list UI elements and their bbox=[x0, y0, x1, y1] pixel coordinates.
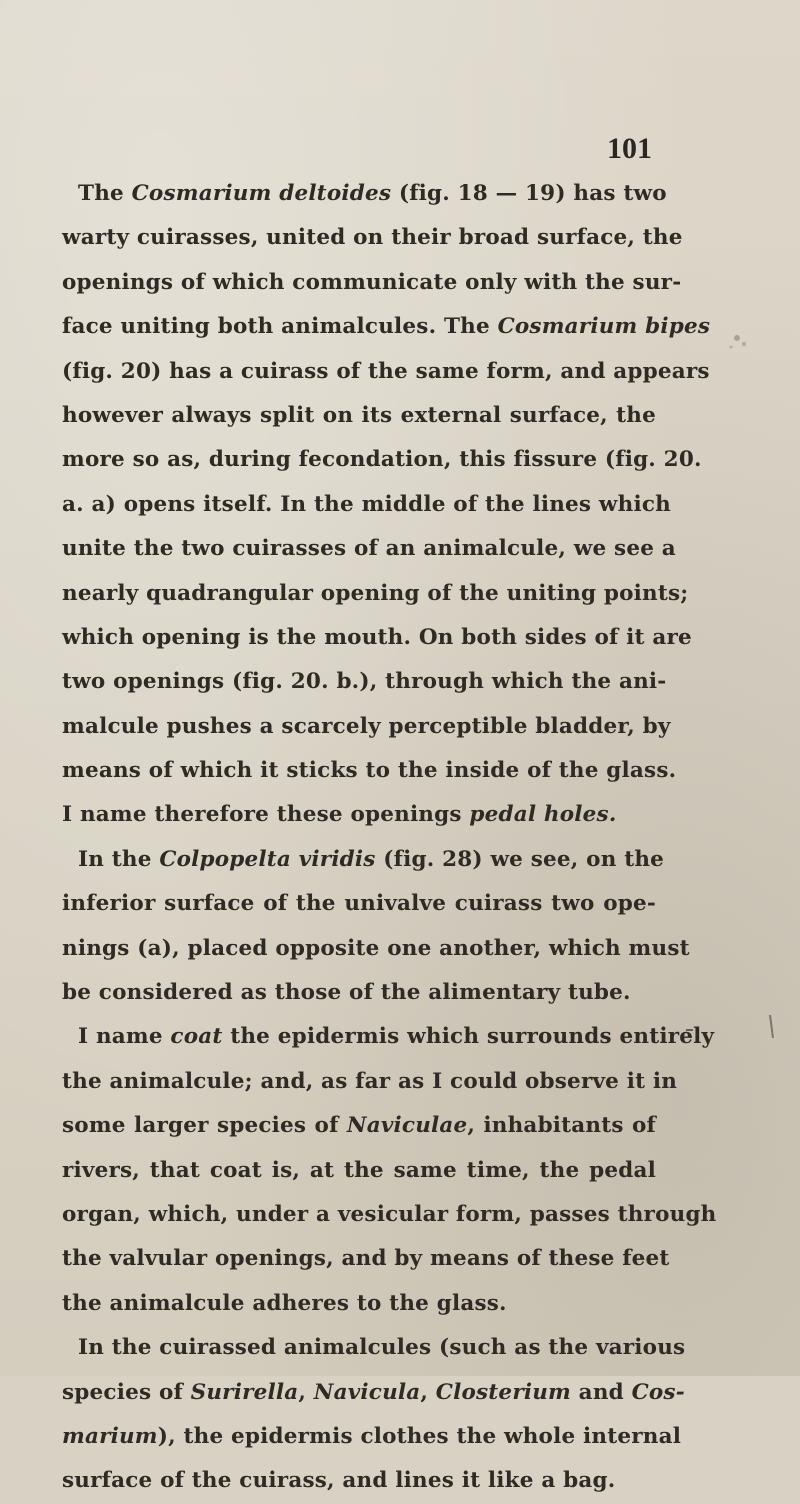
text-segment: malcule pushes a scarcely perceptible bladder, by bbox=[62, 713, 671, 739]
text-line bbox=[62, 1104, 656, 1148]
text-segment: some larger species of bbox=[62, 1113, 347, 1139]
text-line bbox=[62, 216, 683, 260]
text-line bbox=[62, 1371, 685, 1415]
text-line bbox=[62, 1326, 686, 1370]
italic-text: coat bbox=[170, 1024, 223, 1050]
text-line bbox=[62, 1237, 670, 1281]
text-segment: openings of which communicate only with the sur- bbox=[62, 269, 682, 295]
text-segment: The bbox=[78, 181, 132, 206]
italic-text: Closterium bbox=[435, 1379, 571, 1405]
page-text-body bbox=[62, 172, 717, 1504]
text-line bbox=[62, 749, 677, 793]
italic-text: Surirella bbox=[190, 1379, 299, 1405]
text-line bbox=[62, 882, 656, 926]
text-line bbox=[62, 1015, 715, 1059]
text-segment: means of which it sticks to the inside of the glass. bbox=[62, 758, 677, 784]
text-segment: nings (a), placed opposite one another, which must bbox=[62, 935, 690, 961]
text-segment: I name therefore these openings bbox=[62, 802, 470, 828]
text-segment: the animalcule; and, as far as I could observe it in bbox=[62, 1068, 678, 1094]
text-segment: rivers, that coat is, at the same time, the pedal bbox=[62, 1157, 656, 1183]
text-segment: surface of the cuirass, and lines it like a bag. bbox=[62, 1468, 616, 1494]
text-segment: In the cuirassed animalcules (such as the various bbox=[78, 1335, 686, 1361]
text-line bbox=[62, 483, 671, 527]
text-line bbox=[62, 1149, 656, 1193]
text-segment: I name bbox=[78, 1024, 171, 1050]
text-segment: (fig. 28) we see, on the bbox=[375, 846, 665, 872]
text-line bbox=[62, 572, 689, 616]
text-line bbox=[62, 838, 665, 882]
italic-text: Cosmarium bipes bbox=[497, 314, 711, 340]
text-line bbox=[62, 616, 692, 660]
text-line bbox=[62, 927, 690, 971]
italic-text: marium bbox=[62, 1423, 158, 1449]
text-segment: which opening is the mouth. On both sides of it are bbox=[62, 624, 692, 650]
text-line bbox=[62, 527, 676, 571]
text-line bbox=[62, 394, 656, 438]
italic-text: Cosmarium deltoides bbox=[131, 181, 392, 206]
text-line bbox=[62, 261, 682, 305]
text-line bbox=[62, 660, 667, 704]
text-segment: more so as, during fecondation, this fissure (fig. 20. bbox=[62, 447, 702, 473]
text-segment: (fig. 20) has a cuirass of the same form, and appears bbox=[62, 358, 710, 384]
text-segment: the epidermis which surrounds entirely bbox=[222, 1024, 715, 1050]
italic-text: Navicula bbox=[313, 1379, 421, 1405]
text-segment: a. a) opens itself. In the middle of the lines which bbox=[62, 491, 671, 517]
text-line bbox=[62, 1459, 656, 1503]
text-segment: , bbox=[420, 1379, 436, 1405]
text-line bbox=[62, 305, 711, 349]
text-line bbox=[62, 793, 656, 837]
text-line bbox=[62, 1282, 656, 1326]
text-segment: and bbox=[571, 1379, 632, 1405]
text-segment: species of bbox=[62, 1379, 191, 1405]
text-line bbox=[62, 1415, 682, 1459]
italic-text: Naviculae bbox=[346, 1113, 468, 1139]
italic-text: pedal holes. bbox=[469, 802, 617, 828]
text-segment: two openings (fig. 20. b.), through which the ani- bbox=[62, 669, 667, 695]
text-segment: the animalcule adheres to the glass. bbox=[62, 1290, 507, 1316]
text-segment: the valvular openings, and by means of these feet bbox=[62, 1246, 670, 1272]
text-line bbox=[62, 1193, 717, 1237]
text-line bbox=[62, 350, 710, 394]
italic-text: Cos- bbox=[631, 1379, 685, 1405]
text-segment: In the bbox=[78, 846, 160, 872]
text-segment: be considered as those of the alimentary tube. bbox=[62, 980, 631, 1006]
text-line bbox=[62, 705, 671, 749]
text-segment: inferior surface of the univalve cuirass two ope- bbox=[62, 891, 656, 917]
text-segment: , inhabitants of bbox=[467, 1113, 657, 1139]
page-number: 101 bbox=[607, 132, 652, 165]
text-line bbox=[62, 971, 656, 1015]
text-line bbox=[62, 438, 702, 482]
text-segment: organ, which, under a vesicular form, passes through bbox=[62, 1201, 717, 1227]
text-segment: (fig. 18 — 19) has two bbox=[391, 181, 667, 206]
text-segment: , bbox=[298, 1379, 314, 1405]
text-segment: however always split on its external surface, the bbox=[62, 402, 656, 428]
text-segment: warty cuirasses, united on their broad surface, the bbox=[62, 225, 683, 251]
text-line bbox=[62, 1060, 678, 1104]
text-segment: ), the epidermis clothes the whole internal bbox=[157, 1423, 682, 1449]
text-segment: nearly quadrangular opening of the uniting points; bbox=[62, 580, 689, 606]
text-line bbox=[62, 172, 667, 216]
text-segment: unite the two cuirasses of an animalcule, we see a bbox=[62, 536, 676, 562]
text-segment: face uniting both animalcules. The bbox=[62, 314, 498, 340]
italic-text: Colpopelta viridis bbox=[159, 846, 376, 872]
